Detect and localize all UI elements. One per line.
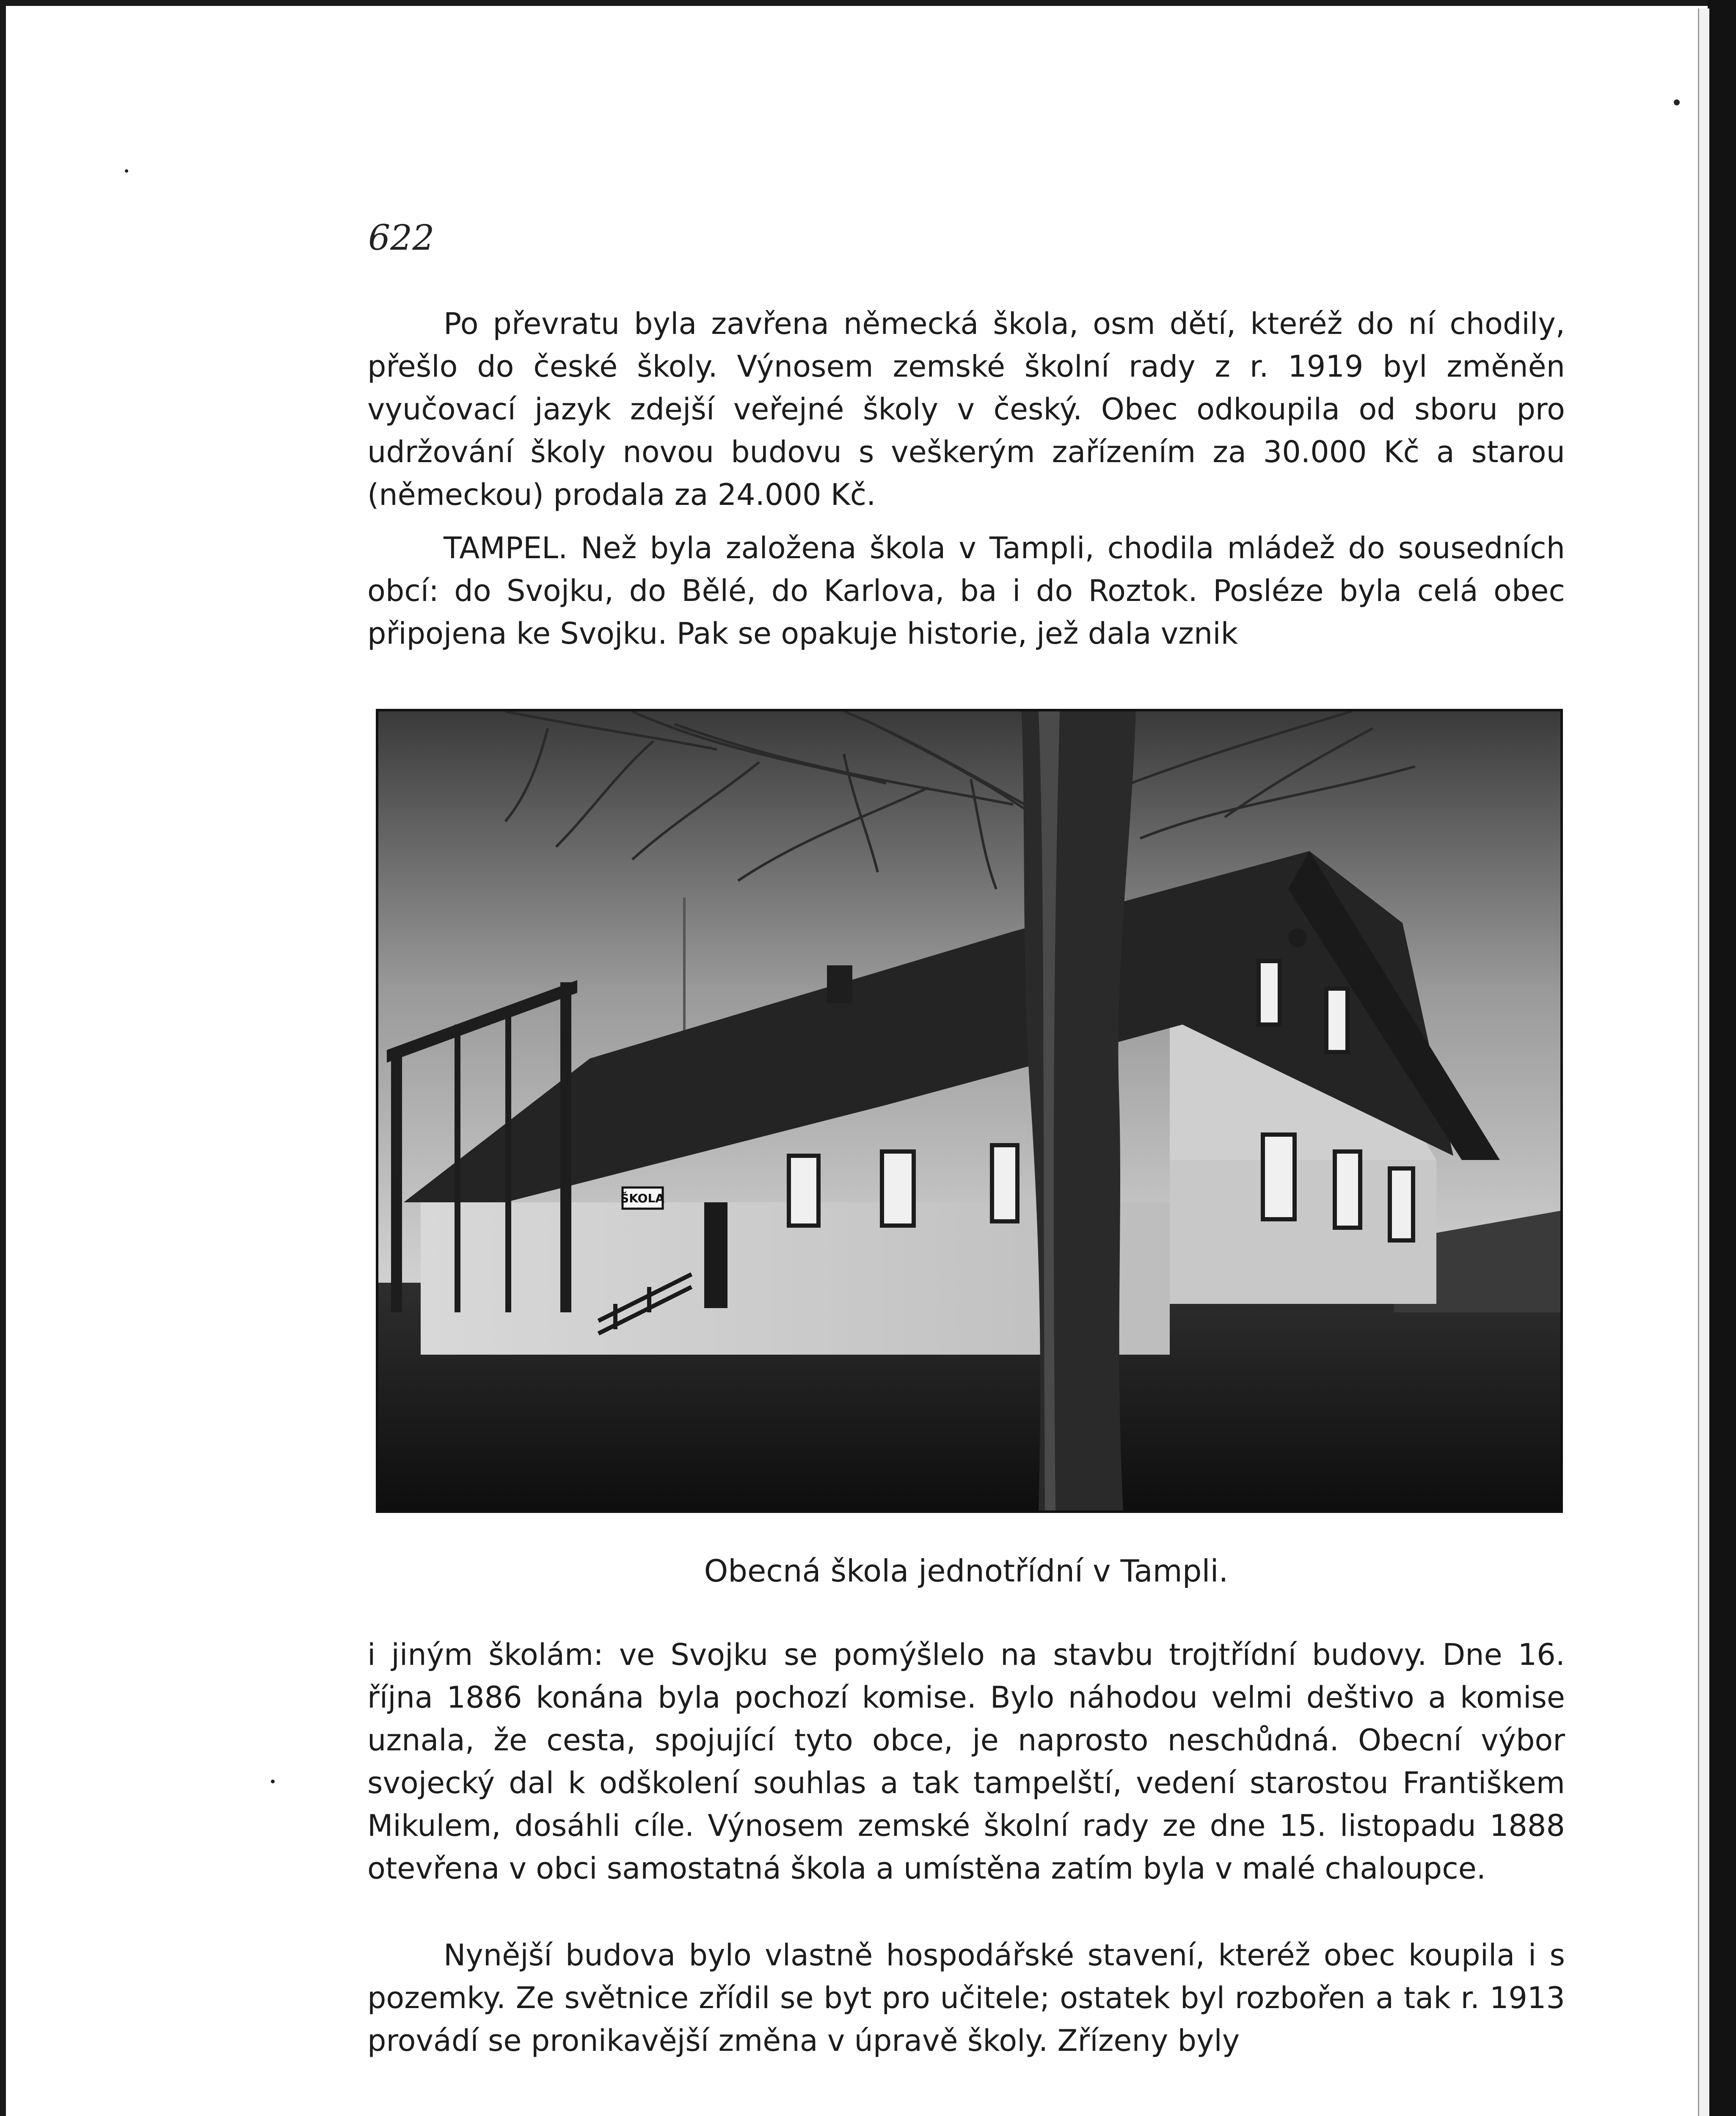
school-sign-text: ŠKOLA xyxy=(620,1191,664,1205)
chimney xyxy=(827,965,852,1003)
gable-vent xyxy=(1288,929,1307,947)
page-number: 622 xyxy=(368,218,435,258)
text-block-bottom xyxy=(367,1934,1565,2062)
scan-speck xyxy=(125,169,128,173)
scan-speck xyxy=(271,1780,275,1783)
text-block-continued xyxy=(367,1634,1565,1890)
scan-edge-strip xyxy=(1698,8,1709,2116)
paragraph-2: TAMPEL. Než byla založena škola v Tampli, chodila mládež do sousedních obcí: do Svojku, do Bělé, do Karlova, ba i do Roztok. Posléze byla celá obec připojena ke Svojku. Pak se opakuje historie, jež dala vznik xyxy=(367,531,1565,651)
scan-speck xyxy=(1674,99,1680,105)
text-block-tampel xyxy=(367,527,1565,655)
school-photo-illustration xyxy=(378,711,1560,1510)
school-photograph xyxy=(376,709,1563,1513)
text-block-top xyxy=(367,303,1565,516)
scan-edge xyxy=(1708,0,1736,2116)
paragraph-3: i jiným školám: ve Svojku se pomýšlelo na stavbu trojtřídní budovy. Dne 16. října 1886 konána byla pochozí komise. Bylo náhodou velmi deštivo a komise uznala, že cesta, spojující tyto obce, je naprosto neschůdná. Obecní výbor svojecký dal k odškolení souhlas a tak tampelští, vedení starostou Františkem Mikulem, dosáhli cíle. Výnosem zemské školní rady ze dne 15. listopadu 1888 otevřena v obci samostatná škola a umístěna zatím byla v malé chaloupce. xyxy=(367,1637,1565,1886)
paragraph-1: Po převratu byla zavřena německá škola, osm dětí, kteréž do ní chodily, přešlo do české školy. Výnosem zemské školní rady z r. 1919 byl změněn vyučovací jazyk zdejší veřejné školy v český. Obec odkoupila od sboru pro udržování školy novou budovu s veškerým zařízením za 30.000 Kč a starou (německou) prodala za 24.000 Kč. xyxy=(367,306,1565,512)
photo-caption: Obecná škola jednotřídní v Tampli. xyxy=(704,1553,1229,1589)
paragraph-4: Nynější budova bylo vlastně hospodářské stavení, kteréž obec koupila i s pozemky. Ze světnice zřídil se byt pro učitele; ostatek byl rozbořen a tak r. 1913 provádí se pronikavější změna v úpravě školy. Zřízeny byly xyxy=(367,1938,1565,2058)
entrance-door xyxy=(704,1202,727,1308)
